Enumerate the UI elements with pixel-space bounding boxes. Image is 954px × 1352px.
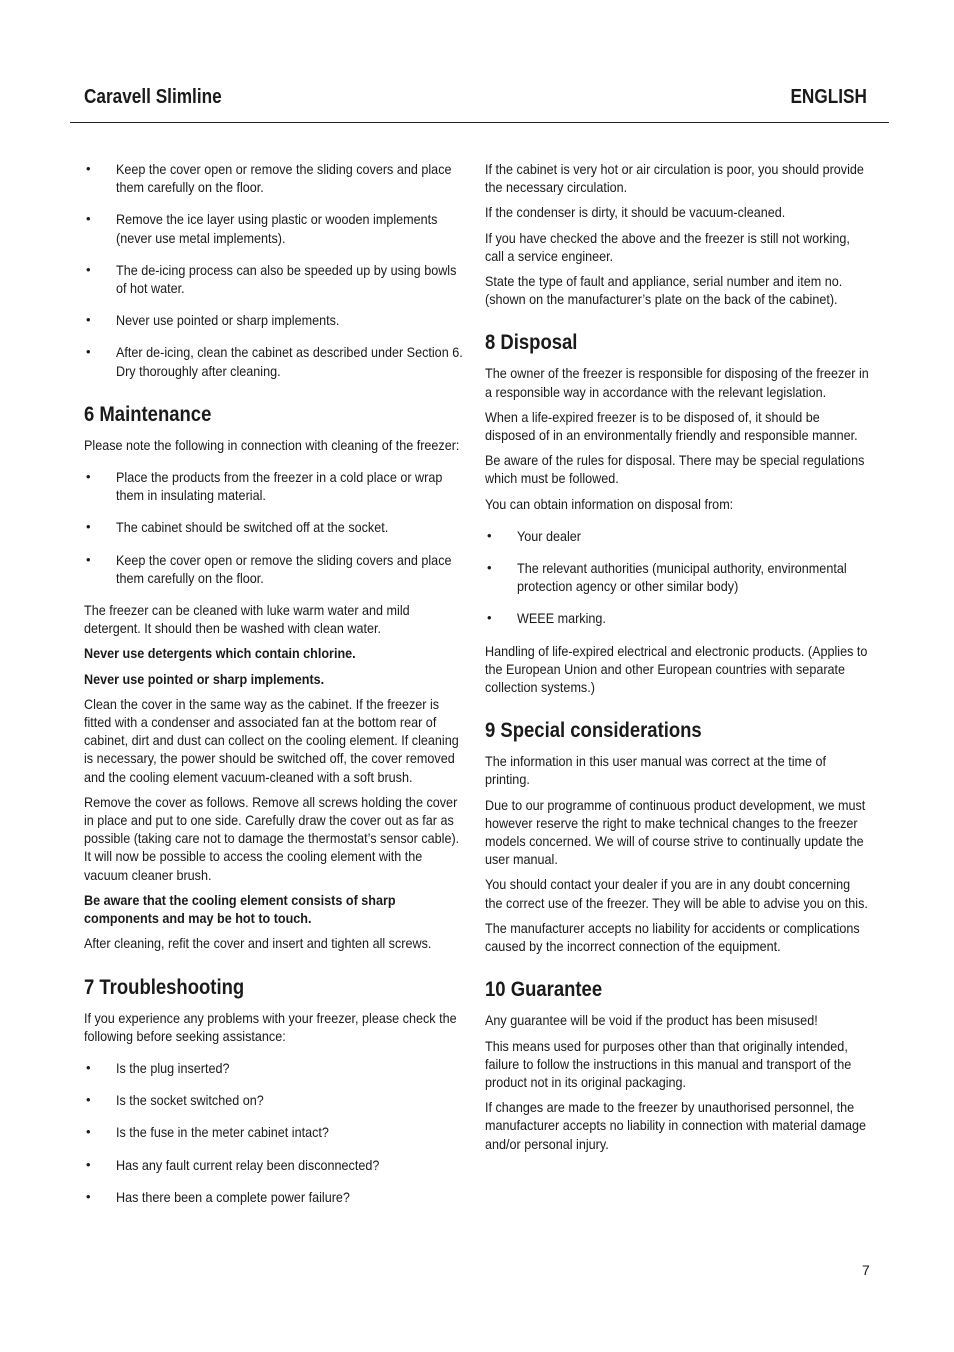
- troubleshooting-cont-3: If you have checked the above and the freezer is still not working, call a service engineer.: [485, 229, 850, 264]
- cleaning-paragraph: The freezer can be cleaned with luke warm water and mild detergent. It should then be washed with clean water.: [84, 602, 410, 637]
- bullet-icon: •: [86, 344, 91, 360]
- refit-paragraph: After cleaning, refit the cover and insert and tighten all screws.: [84, 935, 432, 952]
- disposal-p3: Be aware of the rules for disposal. There may be special regulations which must be followed.: [485, 452, 865, 487]
- left-column: [84, 160, 470, 1220]
- sharp-implements-warning: Never use pointed or sharp implements.: [84, 670, 325, 687]
- special-considerations-section: [485, 718, 871, 955]
- disposal-heading: 8 Disposal: [485, 331, 578, 355]
- list-item: • The relevant authorities (municipal authority, environmental protection agency or other similar body): [487, 560, 847, 595]
- guarantee-heading: 10 Guarantee: [485, 978, 603, 1002]
- cooling-element-warning: Be aware that the cooling element consists of sharp components and may be hot to touch.: [84, 891, 396, 927]
- cover-removal-paragraph: Remove the cover as follows. Remove all screws holding the cover in place and put to one side. Carefully draw the cover out as far as possible (taking care not to damage the thermostat’s sensor cable). It will now be possible to access the cooling element with the vacuum cleaner brush.: [84, 793, 460, 883]
- bullet-icon: •: [86, 551, 91, 567]
- bullet-icon: •: [86, 211, 91, 227]
- maintenance-heading: 6 Maintenance: [84, 402, 212, 426]
- bullet-icon: •: [86, 1124, 91, 1140]
- maintenance-intro: Please note the following in connection with cleaning of the freezer:: [84, 436, 460, 453]
- special-considerations-heading: 9 Special considerations: [485, 719, 702, 743]
- list-item: • Keep the cover open or remove the sliding covers and place them carefully on the floor.: [86, 161, 452, 196]
- bullet-icon: •: [86, 469, 91, 485]
- troubleshooting-intro: If you experience any problems with your freezer, please check the following before seeking assistance:: [84, 1009, 457, 1044]
- bullet-icon: •: [86, 1092, 91, 1108]
- bullet-icon: •: [86, 1156, 91, 1172]
- special-p2: Due to our programme of continuous product development, we must however reserve the right to make technical changes to the freezer models concerned. We will of course strive to continually update the user manual.: [485, 796, 866, 868]
- guarantee-p3: If changes are made to the freezer by unauthorised personnel, the manufacturer accepts no liability in connection with material damage and/or personal injury.: [485, 1099, 867, 1152]
- troubleshooting-cont-1: If the cabinet is very hot or air circulation is poor, you should provide the necessary circulation.: [485, 161, 864, 196]
- chlorine-warning: Never use detergents which contain chlorine.: [84, 645, 356, 662]
- maintenance-bullet-list: [84, 468, 470, 587]
- troubleshooting-section: [84, 975, 470, 1206]
- list-item: • Never use pointed or sharp implements.: [86, 312, 340, 329]
- disposal-bullet-list: [485, 527, 871, 628]
- list-item: • The de-icing process can also be speeded up by using bowls of hot water.: [86, 261, 457, 297]
- bullet-icon: •: [86, 1188, 91, 1204]
- bullet-icon: •: [487, 527, 492, 543]
- language-label: ENGLISH: [790, 86, 867, 108]
- disposal-p4: You can obtain information on disposal from:: [485, 495, 734, 512]
- disposal-p1: The owner of the freezer is responsible for disposing of the freezer in a responsible way in accordance with the relevant legislation.: [485, 365, 869, 400]
- list-item: • Remove the ice layer using plastic or wooden implements (never use metal implements).: [86, 211, 438, 246]
- list-item: • Keep the cover open or remove the sliding covers and place them carefully on the floor.: [86, 551, 452, 586]
- troubleshooting-cont-2: If the condenser is dirty, it should be vacuum-cleaned.: [485, 204, 786, 221]
- troubleshooting-heading: 7 Troubleshooting: [84, 975, 245, 999]
- cover-cleaning-paragraph: Clean the cover in the same way as the cabinet. If the freezer is fitted with a condenser and associated fan at the bottom rear of cabinet, dirt and dust can collect on the cooling element. If cleaning is necessary, the power should be switched off, the cover removed and the cooling element vacuum-cleaned with a soft brush.: [84, 695, 459, 785]
- troubleshooting-bullet-list: [84, 1059, 470, 1206]
- list-item: • Is the socket switched on?: [86, 1092, 264, 1109]
- list-item: • Is the plug inserted?: [86, 1059, 230, 1076]
- special-p4: The manufacturer accepts no liability for accidents or complications caused by the incorrect connection of the equipment.: [485, 919, 860, 955]
- list-item: • Place the products from the freezer in a cold place or wrap them in insulating material.: [86, 469, 443, 504]
- list-item: • Has there been a complete power failure?: [86, 1188, 350, 1205]
- disposal-p2: When a life-expired freezer is to be disposed of, it should be disposed of in an environmentally friendly and responsible manner.: [485, 408, 858, 444]
- document-title: Caravell Slimline: [84, 86, 222, 108]
- guarantee-section: [485, 977, 871, 1152]
- header-divider: [70, 122, 889, 123]
- disposal-section: [485, 330, 871, 696]
- list-item: • Is the fuse in the meter cabinet intact?: [86, 1124, 329, 1141]
- bullet-icon: •: [86, 161, 91, 176]
- special-p3: You should contact your dealer if you are in any doubt concerning the correct use of the freezer. They will be able to advise you on this.: [485, 876, 868, 911]
- bullet-icon: •: [487, 560, 492, 576]
- special-p1: The information in this user manual was correct at the time of printing.: [485, 753, 827, 788]
- deicing-bullet-list: [84, 160, 470, 380]
- troubleshooting-cont-4: State the type of fault and appliance, serial number and item no. (shown on the manufacturer’s plate on the back of the cabinet).: [485, 273, 843, 308]
- list-item: • Your dealer: [487, 527, 581, 544]
- guarantee-p1: Any guarantee will be void if the product has been misused!: [485, 1012, 818, 1029]
- bullet-icon: •: [86, 312, 91, 328]
- guarantee-p2: This means used for purposes other than that originally intended, failure to follow the instructions in this manual and transport of the product not in its original packaging.: [485, 1037, 852, 1090]
- bullet-icon: •: [86, 261, 91, 277]
- disposal-p5: Handling of life-expired electrical and electronic products. (Applies to the European Union and other European countries with separate collection systems.): [485, 642, 868, 696]
- page-number: 7: [862, 1262, 870, 1278]
- right-column: [485, 160, 871, 1160]
- maintenance-section: [84, 402, 470, 953]
- list-item: • After de-icing, clean the cabinet as described under Section 6. Dry thoroughly after cleaning.: [86, 344, 463, 379]
- list-item: • WEEE marking.: [487, 610, 606, 627]
- list-item: • Has any fault current relay been disconnected?: [86, 1156, 380, 1173]
- bullet-icon: •: [86, 519, 91, 535]
- bullet-icon: •: [487, 610, 492, 626]
- list-item: • The cabinet should be switched off at the socket.: [86, 519, 389, 536]
- bullet-icon: •: [86, 1059, 91, 1075]
